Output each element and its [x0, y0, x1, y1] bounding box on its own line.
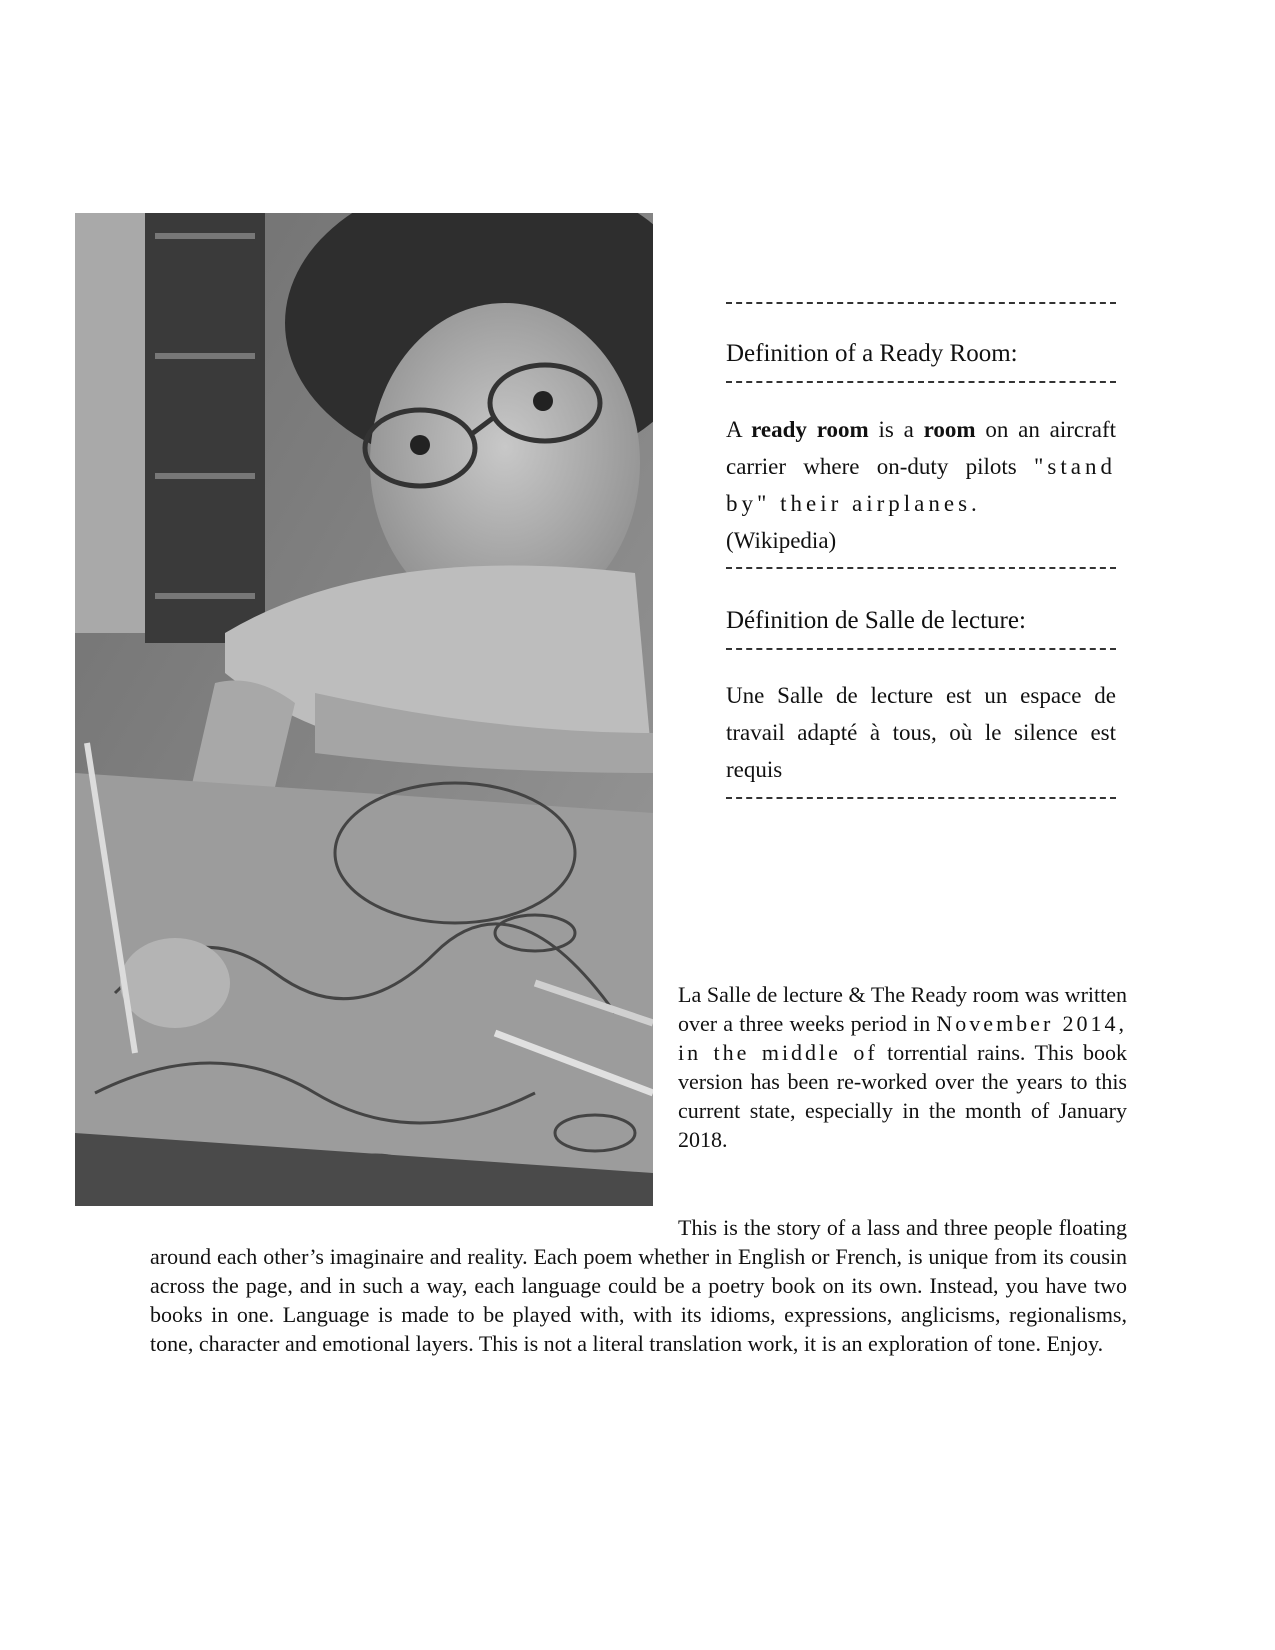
definition-en-term-ready-room: ready room: [751, 417, 869, 442]
divider-fr-end: [726, 797, 1116, 799]
definition-en-text-spaced: "stand by" their airplanes.: [726, 454, 1116, 516]
definition-en-term-room: room: [923, 417, 976, 442]
book-note: [678, 980, 1127, 1154]
divider-en-end: [726, 567, 1116, 569]
divider-fr-heading: [726, 648, 1116, 650]
book-note-part2: November 2014, in the middle of: [678, 1011, 1127, 1065]
book-note-part3: torrential rains. This book version has been re-worked over the years to this current state, especially in the month of January 2018.: [678, 1040, 1127, 1152]
definition-en-text-c: on an aircraft carrier where on-duty pilots: [726, 417, 1117, 479]
definition-en-text: [726, 411, 1116, 559]
divider-en-heading: [726, 381, 1116, 383]
divider-top: [726, 302, 1116, 304]
definition-fr-text: Une Salle de lecture est un espace de travail adapté à tous, où le silence est requis: [726, 683, 1116, 782]
definition-en-source: (Wikipedia): [726, 528, 837, 553]
definition-fr-heading: Définition de Salle de lecture:: [726, 607, 1026, 634]
definition-en-text-b: is a: [868, 417, 924, 442]
author-photo-image: [75, 213, 653, 1206]
definition-en-text-a: A: [726, 417, 752, 442]
story-paragraph: This is the story of a lass and three people floating around each other’s imaginaire and reality. Each poem whether in English or French, is unique from its cousin across the page, and in such a way, each language could be a poetry book on its own. Instead, you have two books in one. Language is made to be played with, with its idioms, expressions, anglicisms, regionalisms, tone, character and emotional layers. This is not a literal translation work, it is an exploration of tone. Enjoy.: [150, 1215, 1127, 1356]
author-photo: [75, 213, 653, 1206]
definition-en-heading: Definition of a Ready Room:: [726, 340, 1018, 367]
book-note-part1: La Salle de lecture & The Ready room was written over a three weeks period in: [678, 982, 1127, 1036]
